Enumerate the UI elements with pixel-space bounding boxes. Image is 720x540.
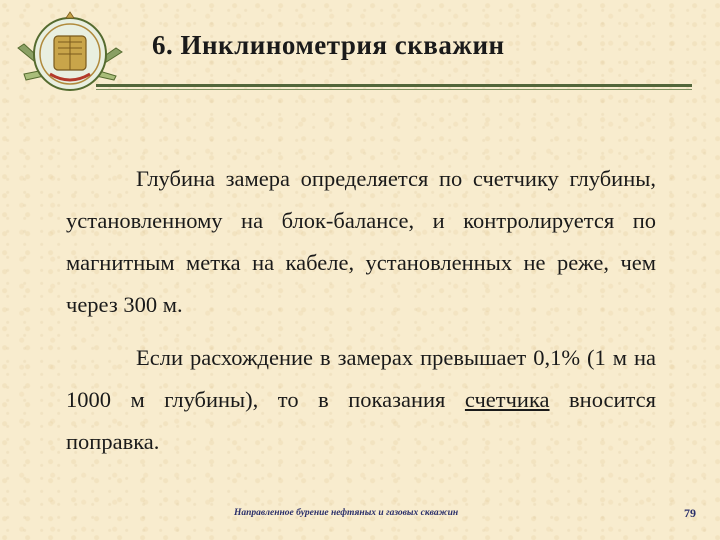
slide-title: 6. Инклинометрия скважин	[152, 30, 505, 60]
slide-body	[66, 158, 656, 474]
title-divider	[96, 84, 692, 87]
university-emblem-logo	[10, 8, 130, 96]
paragraph-correction	[66, 337, 656, 463]
underlined-word: счетчика	[464, 387, 550, 412]
page-number: 79	[684, 506, 696, 520]
paragraph-depth-measurement: Глубина замера определяется по счетчику глубины, установленному на блок-балансе, и контролируется по магнитным метка на кабеле, установленных не реже, чем через 300 м.	[66, 166, 656, 317]
footer-course-title: Направленное бурение нефтяных и газовых скважин	[234, 508, 459, 518]
title-divider-thin	[96, 89, 692, 90]
paragraph-correction-end: вносится поправка.	[66, 387, 656, 454]
paragraph-correction-text: Если расхождение в замерах превышает 0,1% (1 м на 1000 м глубины), то в показания	[66, 345, 656, 412]
